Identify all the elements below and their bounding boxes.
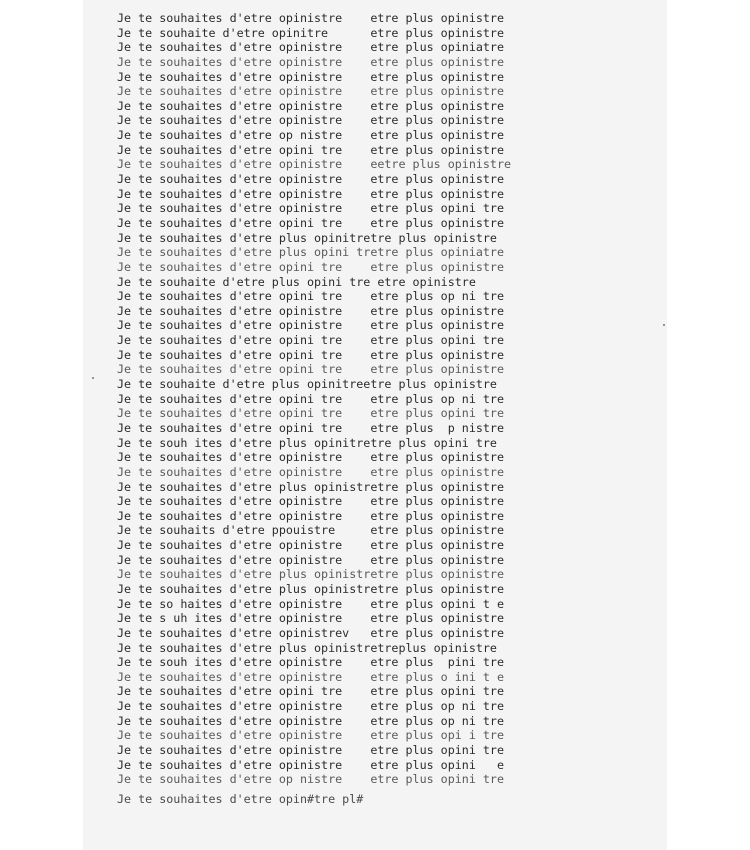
poem-line: Je te souhaites d'etre opinistre etre plus opinistre <box>117 54 505 69</box>
poem-line: Je te souhaites d'etre opini tre etre plus opinistre <box>117 215 505 230</box>
poem-line: Je te souhaites d'etre plus opinitretre plus opinistre <box>117 230 497 245</box>
poem-line: Je te souhaites d'etre opinistre etre plus opiniatre <box>117 40 505 55</box>
poem-line: Je te souhaites d'etre opinistre etre plus op ni tre <box>117 713 505 728</box>
poem-line: Je te souhaites d'etre opinistre etre plus opinistre <box>117 318 505 333</box>
poem-line: Je te souhaites d'etre opinistre etre plus opi i tre <box>117 728 505 743</box>
poem-line: Je te souhaites d'etre opinistre etre plus opinistre <box>117 98 505 113</box>
poem-line: Je te souhaites d'etre opinistre etre plus opinistre <box>117 494 505 509</box>
poem-line: Je te souhaites d'etre opinistre etre plus opinistre <box>117 172 505 187</box>
poem-line: Je te souhaites d'etre opini tre etre plus opini tre <box>117 406 505 421</box>
poem-line: Je te souhaite d'etre opinitre etre plus opinistre <box>117 25 505 40</box>
poem-line: Je te souhaites d'etre opinistre etre plus opini tre <box>117 201 505 216</box>
poem-line: Je te souhaites d'etre opinistrev etre plus opinistre <box>117 625 505 640</box>
poem-line: Je te souhaites d'etre opinistre etre plus op ni tre <box>117 699 505 714</box>
poem-line: Je te souhaites d'etre opinistre etre plus opinistre <box>117 303 505 318</box>
ink-speck <box>92 377 94 379</box>
poem-line: Je te souhaites d'etre plus opini tretre plus opiniatre <box>117 245 505 260</box>
poem-line: Je te souhaites d'etre opinistre etre plus opinistre <box>117 84 505 99</box>
poem-line: Je te s uh ites d'etre opinistre etre plus opinistre <box>117 611 505 626</box>
poem-line: Je te souhaites d'etre opini tre etre plus opinistre <box>117 259 505 274</box>
poem-line: Je te souhaites d'etre opini tre etre plus opinistre <box>117 362 505 377</box>
poem-line: Je te so haites d'etre opinistre etre plus opini t e <box>117 596 505 611</box>
poem-line: Je te souhaites d'etre opinistre eetre plus opinistre <box>117 157 512 172</box>
poem-line: Je te souhaites d'etre opini tre etre plus op ni tre <box>117 391 505 406</box>
poem-line: Je te souhaits d'etre ppouistre etre plus opinistre <box>117 523 505 538</box>
poem-line: Je te souhaites d'etre opinistre etre plus o ini t e <box>117 669 505 684</box>
ink-speck <box>663 324 665 326</box>
poem-line: Je te souhaites d'etre opini tre etre plus opinistre <box>117 142 505 157</box>
poem-line: Je te souhaites d'etre op nistre etre plus opini tre <box>117 772 505 787</box>
poem-line: Je te souhaites d'etre plus opinistretreplus opinistre <box>117 640 497 655</box>
poem-line: Je te souhaites d'etre plus opinistretre plus opinistre <box>117 479 505 494</box>
poem-line: Je te souhaites d'etre opinistre etre plus opinistre <box>117 11 505 25</box>
poem-line: Je te souhaites d'etre opini tre etre plus opinistre <box>117 347 505 362</box>
poem-line: Je te souhaites d'etre opinistre etre plus opini e <box>117 757 505 772</box>
poem-line: Je te souhaites d'etre opinistre etre plus opinistre <box>117 508 505 523</box>
poem-line: Je te souh ites d'etre plus opinitretre plus opini tre <box>117 435 497 450</box>
poem-line: Je te souhaites d'etre plus opinistretre plus opinistre <box>117 581 505 596</box>
poem-line: Je te souhaites d'etre op nistre etre plus opinistre <box>117 128 505 143</box>
poem-line: Je te souhaites d'etre opinistre etre plus opinistre <box>117 113 505 128</box>
typewritten-poem <box>117 11 511 807</box>
poem-line: Je te souhaites d'etre opini tre etre plus opini tre <box>117 333 505 348</box>
poem-line: Je te souhaites d'etre opinistre etre plus opinistre <box>117 552 505 567</box>
poem-line: Je te souhaites d'etre plus opinistretre plus opinistre <box>117 567 505 582</box>
poem-line: Je te souh ites d'etre opinistre etre plus pini tre <box>117 655 505 670</box>
poem-last-line: Je te souhaites d'etre opin#tre pl# <box>117 791 364 806</box>
poem-line: Je te souhaite d'etre plus opinitreetre plus opinistre <box>117 377 497 392</box>
poem-line: Je te souhaites d'etre opini tre etre plus p nistre <box>117 420 505 435</box>
poem-line: Je te souhaites d'etre opini tre etre plus opini tre <box>117 684 505 699</box>
poem-line: Je te souhaite d'etre plus opini tre etre opinistre <box>117 274 476 289</box>
poem-line: Je te souhaites d'etre opinistre etre plus opinistre <box>117 464 505 479</box>
poem-line: Je te souhaites d'etre opinistre etre plus opinistre <box>117 538 505 553</box>
poem-line: Je te souhaites d'etre opinistre etre plus opinistre <box>117 69 505 84</box>
poem-line: Je te souhaites d'etre opini tre etre plus op ni tre <box>117 289 505 304</box>
poem-line: Je te souhaites d'etre opinistre etre plus opinistre <box>117 186 505 201</box>
poem-line: Je te souhaites d'etre opinistre etre plus opini tre <box>117 743 505 758</box>
poem-line: Je te souhaites d'etre opinistre etre plus opinistre <box>117 450 505 465</box>
